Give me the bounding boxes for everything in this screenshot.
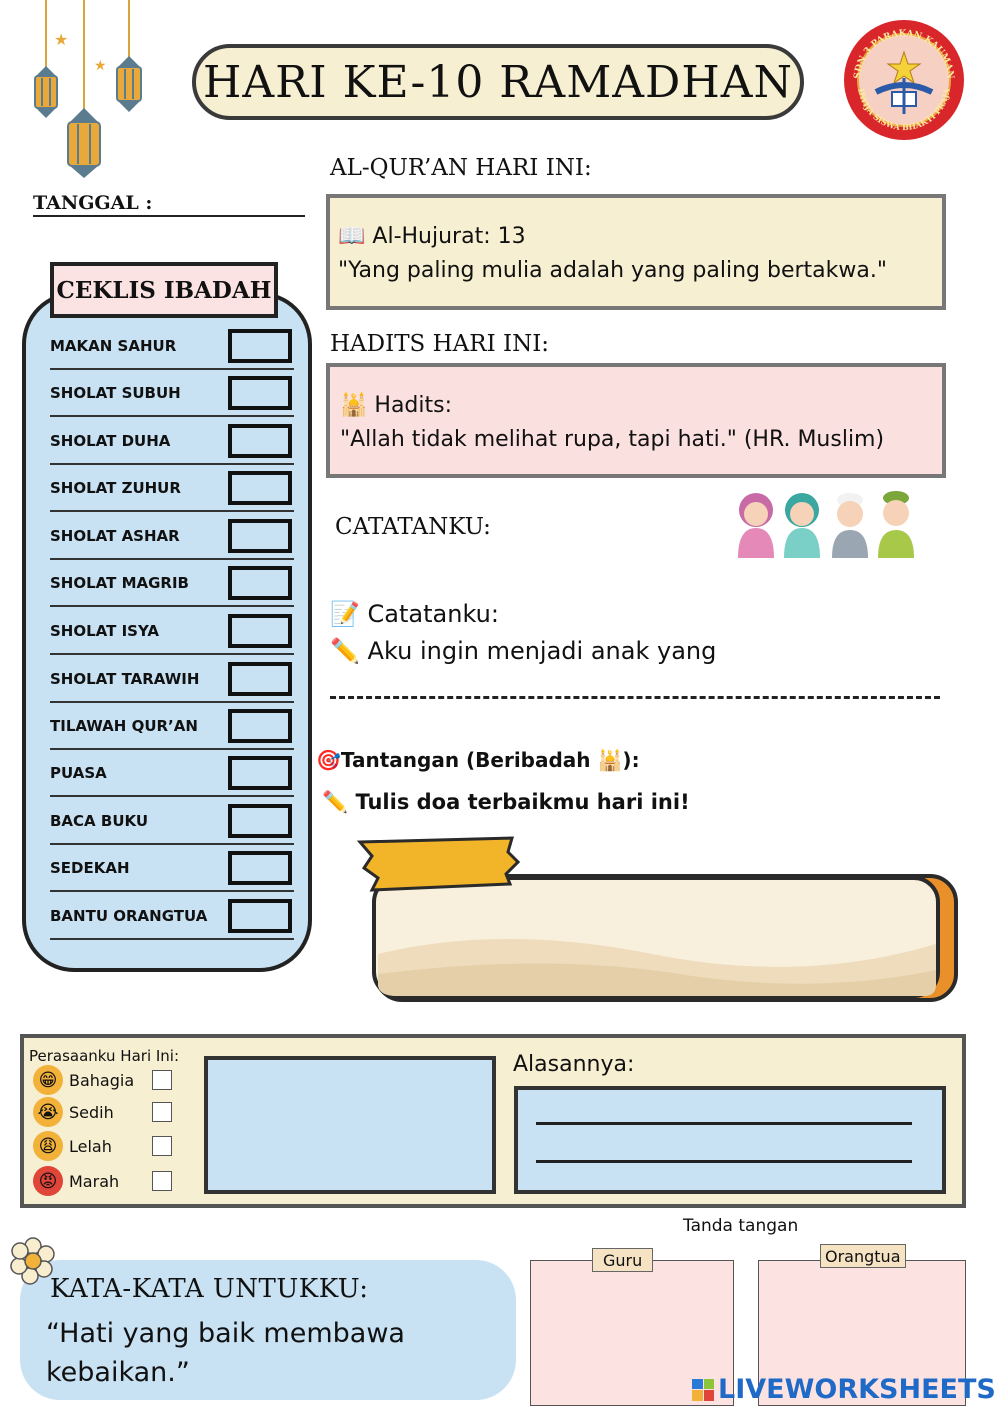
mosque-icon: 🕌: [597, 748, 623, 772]
tanggal-label: TANGGAL :: [33, 192, 153, 214]
kata-kata-quote: [46, 1314, 405, 1392]
alasan-input-line[interactable]: [536, 1160, 912, 1163]
liveworksheets-logo-icon: [692, 1379, 714, 1401]
feeling-checkbox-lelah[interactable]: [152, 1136, 172, 1156]
feeling-label: Lelah: [69, 1136, 112, 1156]
catatanku-heading: CATATANKU:: [335, 514, 491, 540]
checklist-label: BANTU ORANGTUA: [50, 907, 208, 925]
catatanku-label: Catatanku:: [367, 600, 499, 628]
checklist-label: SHOLAT TARAWIH: [50, 670, 200, 688]
checklist-row: [50, 894, 294, 940]
lantern-icon: [30, 66, 62, 118]
feelings-title: Perasaanku Hari Ini:: [29, 1047, 180, 1065]
checklist-checkbox[interactable]: [228, 756, 292, 790]
checklist-label: TILAWAH QUR’AN: [50, 717, 198, 735]
checklist-label: SHOLAT ZUHUR: [50, 479, 181, 497]
memo-icon: 📝: [330, 600, 360, 628]
checklist-checkbox[interactable]: [228, 566, 292, 600]
checklist-label: BACA BUKU: [50, 812, 149, 830]
checklist-row: [50, 561, 294, 607]
doa-answer-scroll[interactable]: [352, 834, 962, 1004]
doa-prompt-text: Tulis doa terbaikmu hari ini!: [355, 790, 690, 814]
checklist-row: [50, 419, 294, 465]
checklist-checkbox[interactable]: [228, 804, 292, 838]
lantern-decoration: [28, 0, 158, 180]
tantangan-label: Tantangan (Beribadah: [340, 748, 598, 772]
crying-face-icon: 😭: [33, 1097, 63, 1127]
checklist-row: [50, 799, 294, 845]
checklist-checkbox[interactable]: [228, 519, 292, 553]
checklist-checkbox[interactable]: [228, 851, 292, 885]
pencil-icon: ✏️: [330, 637, 360, 665]
checklist-row: [50, 609, 294, 655]
hadits-heading: HADITS HARI INI:: [330, 331, 550, 357]
checklist-label: SHOLAT SUBUH: [50, 384, 181, 402]
kata-kata-title: KATA-KATA UNTUKKU:: [50, 1274, 369, 1304]
kata-kata-line: kebaikan.”: [46, 1357, 190, 1388]
checklist-checkbox[interactable]: [228, 662, 292, 696]
tantangan-label-end: ):: [622, 748, 640, 772]
feeling-option: [33, 1097, 114, 1127]
hadits-text: "Allah tidak melihat rupa, tapi hati." (HR. Muslim): [340, 427, 885, 452]
checklist-checkbox[interactable]: [228, 424, 292, 458]
book-icon: 📖: [338, 224, 366, 249]
checklist-label: SHOLAT MAGRIB: [50, 574, 189, 592]
feeling-checkbox-sedih[interactable]: [152, 1102, 172, 1122]
logo-top-text: SDN 3 PARAKAN KAUMAN: [852, 28, 956, 80]
checklist-label: SHOLAT DUHA: [50, 432, 171, 450]
mosque-icon: 🕌: [340, 393, 368, 418]
star-icon: ★: [94, 58, 107, 74]
lantern-icon: [112, 56, 146, 112]
angry-face-icon: 😡: [33, 1166, 63, 1196]
feeling-option: [33, 1131, 112, 1161]
page-title: HARI KE-10 RAMADHAN: [192, 44, 804, 120]
praying-kids-illustration: [730, 488, 930, 558]
quran-text: "Yang paling mulia adalah yang paling bertakwa.": [338, 258, 887, 283]
happy-face-icon: 😁: [33, 1065, 63, 1095]
quran-box: [326, 194, 946, 310]
checklist-label: SHOLAT ISYA: [50, 622, 159, 640]
feeling-checkbox-marah[interactable]: [152, 1171, 172, 1191]
checklist-row: [50, 514, 294, 560]
checklist-checkbox[interactable]: [228, 471, 292, 505]
catatanku-body: [330, 596, 716, 670]
tantangan-heading: [316, 748, 640, 772]
orangtua-tag: Orangtua: [820, 1244, 906, 1268]
pencil-icon: ✏️: [322, 790, 349, 814]
feeling-label: Bahagia: [69, 1070, 135, 1090]
feeling-option: [33, 1166, 119, 1196]
checklist-checkbox[interactable]: [228, 899, 292, 933]
guru-tag: Guru: [592, 1248, 653, 1272]
feeling-checkbox-bahagia[interactable]: [152, 1070, 172, 1090]
logo-bottom-text: DWIJA SISWA BHAKTI PRAJA: [856, 87, 952, 133]
checklist-label: PUASA: [50, 764, 107, 782]
checklist-row: [50, 704, 294, 750]
checklist-row: [50, 371, 294, 417]
tired-face-icon: 😩: [33, 1131, 63, 1161]
checklist-title: CEKLIS IBADAH: [50, 262, 278, 318]
checklist-row: [50, 751, 294, 797]
school-logo: [842, 18, 966, 142]
kata-kata-line: “Hati yang baik membawa: [46, 1318, 405, 1349]
tanggal-field[interactable]: [33, 215, 305, 217]
star-icon: ★: [54, 30, 69, 49]
brand-name: LIVEWORKSHEETS: [718, 1374, 996, 1405]
checklist-label: SHOLAT ASHAR: [50, 527, 180, 545]
liveworksheets-brand: [692, 1374, 996, 1405]
feeling-drawing-box[interactable]: [204, 1056, 496, 1194]
checklist-row: [50, 846, 294, 892]
checklist-checkbox[interactable]: [228, 376, 292, 410]
feeling-label: Sedih: [69, 1102, 114, 1122]
hadits-box: [326, 363, 946, 478]
catatanku-answer-line[interactable]: [330, 696, 940, 699]
checklist-checkbox[interactable]: [228, 614, 292, 648]
doa-prompt: [322, 790, 690, 815]
lantern-icon: [62, 108, 106, 178]
catatanku-sentence: Aku ingin menjadi anak yang: [367, 637, 717, 665]
signature-label: Tanda tangan: [683, 1216, 799, 1236]
checklist-row: [50, 466, 294, 512]
checklist-checkbox[interactable]: [228, 329, 292, 363]
checklist-row: [50, 324, 294, 370]
feeling-label: Marah: [69, 1171, 120, 1191]
checklist-label: SEDEKAH: [50, 859, 130, 877]
hadits-label: Hadits:: [374, 393, 453, 418]
quran-reference: Al-Hujurat: 13: [372, 224, 526, 249]
alasan-label: Alasannya:: [513, 1052, 635, 1077]
checklist-label: MAKAN SAHUR: [50, 337, 177, 355]
alasan-box: [514, 1086, 946, 1194]
alasan-input-line[interactable]: [536, 1122, 912, 1125]
quran-heading: AL-QUR’AN HARI INI:: [330, 155, 592, 181]
checklist-row: [50, 657, 294, 703]
target-icon: 🎯: [316, 748, 341, 772]
feeling-option: [33, 1065, 134, 1095]
checklist-checkbox[interactable]: [228, 709, 292, 743]
